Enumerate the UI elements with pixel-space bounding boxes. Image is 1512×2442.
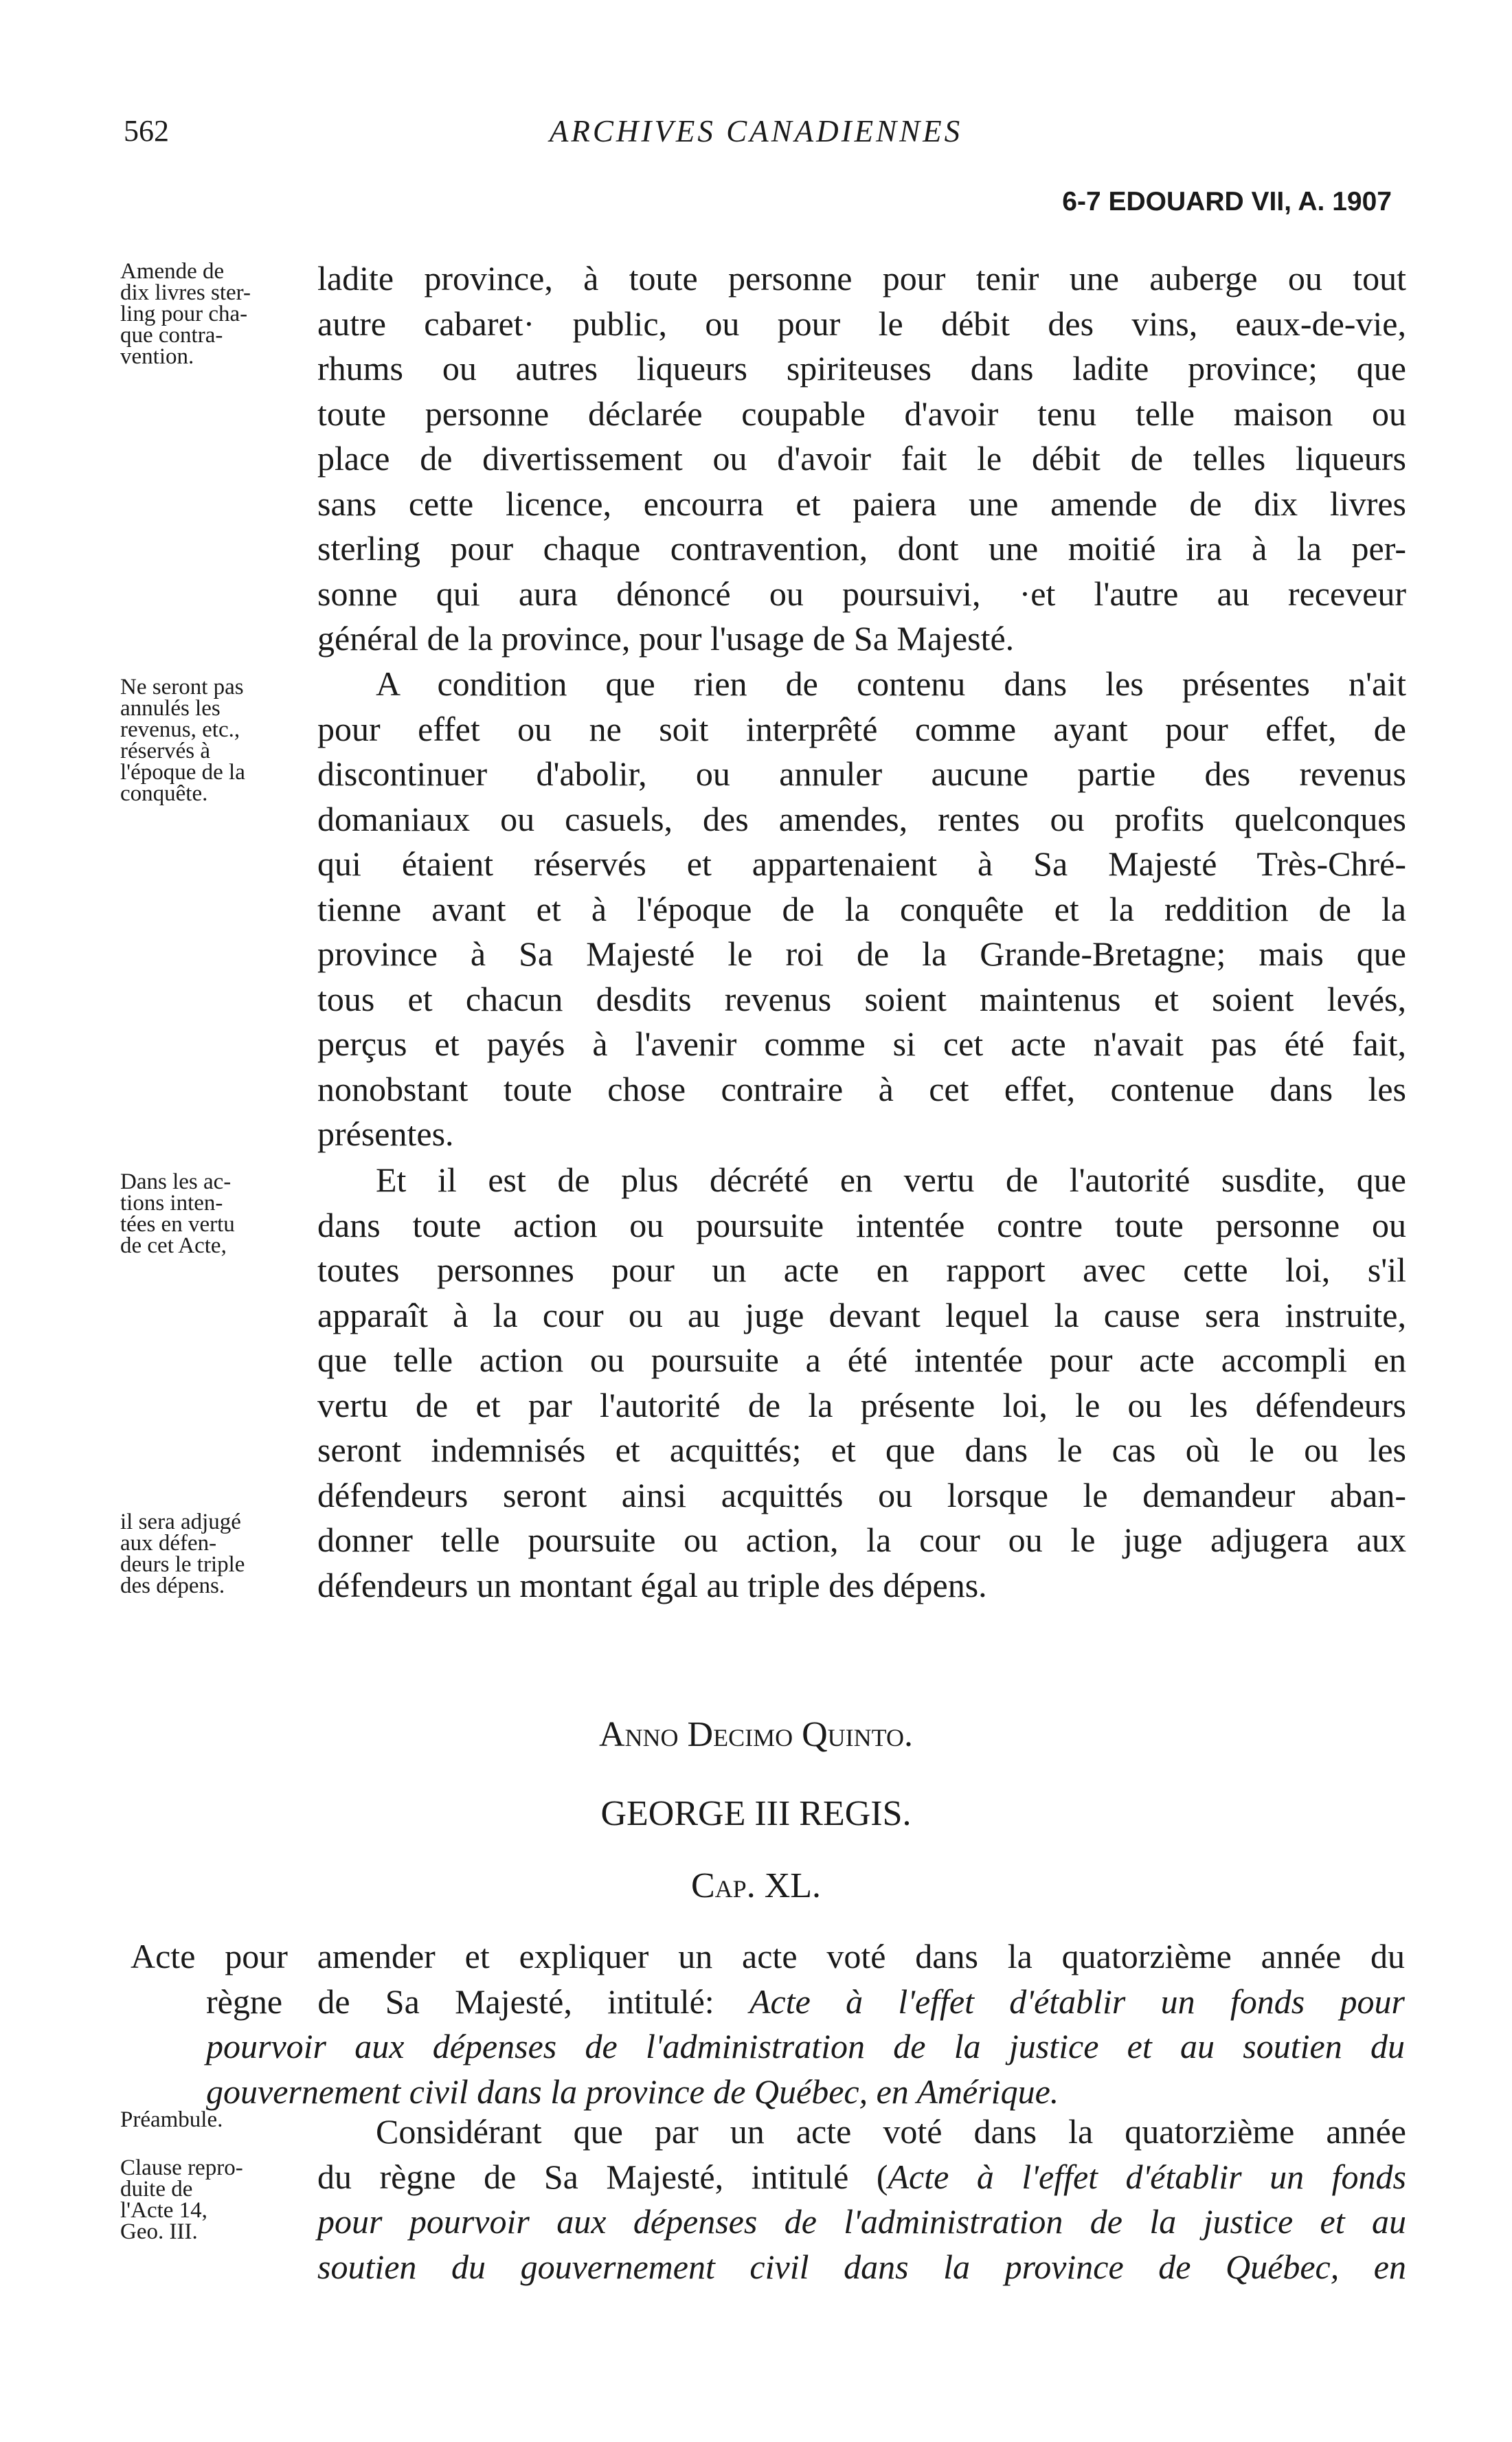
text-line: toutes personnes pour un acte en rapport avec cette loi, s'il (317, 1251, 1406, 1289)
text-line: qui étaient réservés et appartenaient à Sa Majesté Très-Chré- (317, 844, 1406, 883)
margin-note-line: vention. (120, 344, 194, 369)
margin-note-line: annulés les (120, 696, 221, 721)
text-line (317, 2155, 1406, 2200)
margin-note-line: des dépens. (120, 1573, 225, 1598)
margin-note-amende (120, 261, 316, 368)
text-line: tous et chacun desdits revenus soient maintenus et soient levés, (317, 979, 1406, 1018)
margin-note-line: duite de (120, 2177, 193, 2202)
text-line: sterling pour chaque contravention, dont une moitié ira à la per- (317, 529, 1406, 568)
margin-note-line: tées en vertu (120, 1212, 235, 1237)
heading-anno: Anno Decimo Quinto. (599, 1715, 913, 1754)
margin-note-line: aux défen- (120, 1531, 217, 1556)
text-run: règne de Sa Majesté, intitulé: (206, 1982, 749, 2021)
text-line (317, 2245, 1406, 2290)
text-line (131, 2070, 1405, 2115)
margin-note-line: Amende de (120, 259, 225, 284)
text-line (131, 1980, 1405, 2025)
text-line: Acte pour amender et expliquer un acte voté dans la quatorzième année du (131, 1937, 1405, 1975)
text-line: province à Sa Majesté le roi de la Grande-Bretagne; mais que (317, 934, 1406, 973)
text-line: place de divertissement ou d'avoir fait le débit de telles liqueurs (317, 439, 1406, 478)
text-run-italic: Acte à l'effet d'établir un fonds (888, 2157, 1406, 2196)
margin-note-revenus (120, 677, 316, 805)
text-run: du règne de Sa Majesté, intitulé ( (317, 2157, 888, 2196)
text-line: domaniaux ou casuels, des amendes, rentes ou profits quelconques (317, 799, 1406, 838)
margin-note-line: Geo. III. (120, 2219, 198, 2244)
margin-note-line: Ne seront pas (120, 675, 244, 699)
text-line: seront indemnisés et acquittés; et que dans le cas où le ou les (317, 1431, 1406, 1469)
text-run-italic: gouvernement civil dans la province de Québec, en Amérique. (206, 2072, 1059, 2111)
margin-note-line: Dans les ac- (120, 1169, 232, 1194)
paragraph-revenus (317, 662, 1406, 1157)
text-run-italic: soutien du gouvernement civil dans la province de Québec, en (317, 2247, 1406, 2286)
margin-note-line: réservés à (120, 739, 211, 763)
heading-cap: Cap. XL. (690, 1866, 822, 1905)
volume-reference: 6-7 EDOUARD VII, A. 1907 (1062, 187, 1392, 216)
text-line: sonne qui aura dénoncé ou poursuivi, ·et l'autre au receveur (317, 574, 1406, 613)
text-line: pour effet ou ne soit interprêté comme ayant pour effet, de (317, 709, 1406, 748)
text-line: nonobstant toute chose contraire à cet effet, contenue dans les (317, 1069, 1406, 1108)
margin-note-line: ling pour cha- (120, 302, 248, 326)
running-title: ARCHIVES CANADIENNES (549, 114, 963, 148)
text-line: général de la province, pour l'usage de Sa Majesté. (317, 619, 1015, 658)
paragraph-preamble (317, 2109, 1406, 2289)
text-line: toute personne déclarée coupable d'avoir tenu telle maison ou (317, 394, 1406, 433)
margin-note-line: il sera adjugé (120, 1510, 241, 1534)
text-run-italic: pour pourvoir aux dépenses de l'administration de la justice et au (317, 2202, 1406, 2241)
page-number: 562 (124, 114, 169, 148)
margin-note-line: tions inten- (120, 1191, 223, 1216)
text-line: vertu de et par l'autorité de la présente loi, le ou les défendeurs (317, 1385, 1406, 1424)
page-header (0, 113, 1512, 161)
margin-note-line: de cet Acte, (120, 1233, 227, 1258)
text-line: A condition que rien de contenu dans les présentes n'ait (376, 664, 1406, 703)
text-line: dans toute action ou poursuite intentée contre toute personne ou (317, 1205, 1406, 1244)
margin-note-line: Préambule. (120, 2107, 223, 2132)
act-title (131, 1934, 1405, 2114)
text-line: que telle action ou poursuite a été intentée pour acte accompli en (317, 1341, 1406, 1379)
text-line (131, 2024, 1405, 2070)
text-line: discontinuer d'abolir, ou annuler aucune partie des revenus (317, 754, 1406, 793)
text-line (317, 2199, 1406, 2245)
text-run-italic: Acte à l'effet d'établir un fonds pour (749, 1982, 1405, 2021)
text-line: autre cabaret· public, ou pour le débit des vins, eaux-de-vie, (317, 304, 1406, 343)
margin-note-line: l'Acte 14, (120, 2198, 207, 2223)
margin-note-line: conquête. (120, 781, 208, 806)
margin-note-depens (120, 1512, 316, 1597)
margin-note-line: l'époque de la (120, 760, 245, 785)
text-line: défendeurs un montant égal au triple des dépens. (317, 1565, 987, 1604)
text-line: perçus et payés à l'avenir comme si cet acte n'avait pas été fait, (317, 1024, 1406, 1063)
text-line: Considérant que par un acte voté dans la quatorzième année (376, 2112, 1406, 2151)
text-line: défendeurs seront ainsi acquittés ou lorsque le demandeur aban- (317, 1475, 1406, 1514)
margin-note-line: deurs le triple (120, 1552, 245, 1577)
margin-note-line: revenus, etc., (120, 717, 240, 742)
margin-note-clause (120, 2155, 316, 2244)
heading-regis: GEORGE III REGIS. (600, 1794, 912, 1833)
paragraph-actions (317, 1158, 1406, 1608)
margin-note-line: que contra- (120, 323, 223, 348)
paragraph-licence (317, 256, 1406, 662)
text-line: ladite province, à toute personne pour tenir une auberge ou tout (317, 259, 1406, 298)
text-line: donner telle poursuite ou action, la cour ou le juge adjugera aux (317, 1521, 1406, 1559)
margin-note-actions (120, 1169, 316, 1258)
margin-note-line: dix livres ster- (120, 280, 251, 305)
margin-note-line: Clause repro- (120, 2155, 243, 2180)
text-line: sans cette licence, encourra et paiera une amende de dix livres (317, 484, 1406, 523)
text-line: tienne avant et à l'époque de la conquête et la reddition de la (317, 889, 1406, 928)
text-run-italic: pourvoir aux dépenses de l'administration de la justice et au soutien du (206, 2027, 1405, 2065)
text-line: rhums ou autres liqueurs spiriteuses dans ladite province; que (317, 349, 1406, 388)
text-line: apparaît à la cour ou au juge devant lequel la cause sera instruite, (317, 1295, 1406, 1334)
text-line: présentes. (317, 1114, 454, 1153)
text-line: Et il est de plus décrété en vertu de l'autorité susdite, que (376, 1161, 1406, 1199)
